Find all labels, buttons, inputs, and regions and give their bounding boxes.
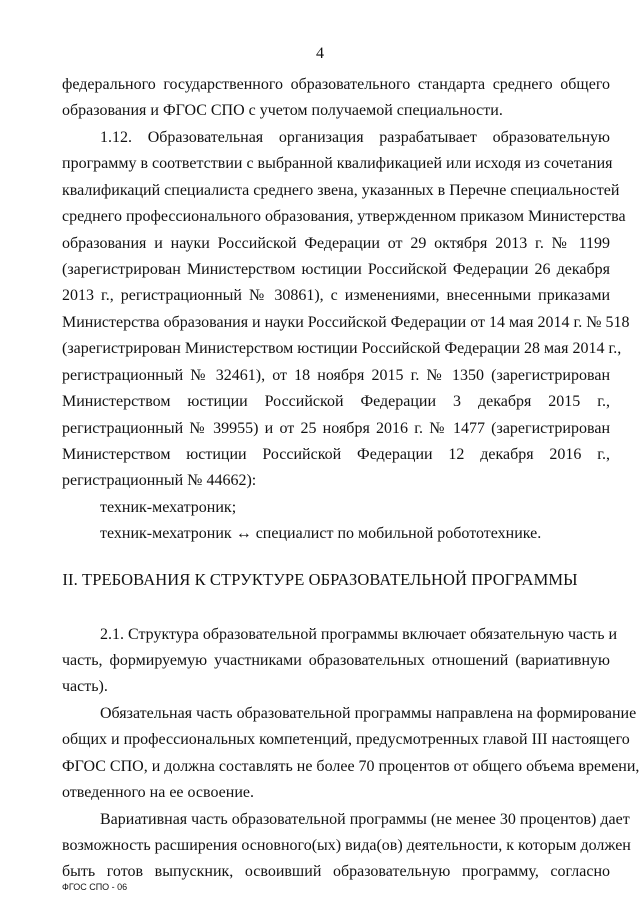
text-line: квалификаций специалиста среднего звена, указанных в Перечне специальностей [62,182,620,199]
text-line: возможность расширения основного(ых) вида(ов) деятельности, к которым должен [62,837,631,854]
text-line: 2013 г., регистрационный № 30861), с изменениями, внесенными приказами [62,287,610,304]
paragraph-first-line: Обязательная часть образовательной программы направлена на формирование [100,705,637,722]
text-line: среднего профессионального образования, утвержденном приказом Министерства [62,208,626,225]
text-line: регистрационный № 32461), от 18 ноября 2015 г. № 1350 (зарегистрирован [62,367,610,384]
text-line: часть, формируемую участниками образовательных отношений (вариативную [62,652,610,669]
text-line: Министерством юстиции Российской Федерации 3 декабря 2015 г., [62,393,610,410]
paragraph-first-line: 1.12. Образовательная организация разрабатывает образовательную [100,129,610,146]
text-line: (зарегистрирован Министерством юстиции Российской Федерации 26 декабря [62,261,610,278]
text-line: Министерства образования и науки Российской Федерации от 14 мая 2014 г. № 518 [62,314,630,331]
text-line: часть). [62,678,108,695]
text-line: быть готов выпускник, освоивший образовательную программу, согласно [62,863,610,880]
text-line: (зарегистрирован Министерством юстиции Российской Федерации 28 мая 2014 г., [62,340,622,357]
list-item: техник-мехатроник ↔ специалист по мобильной робототехнике. [100,525,542,542]
list-item: техник-мехатроник; [100,499,237,516]
section-heading: II. ТРЕБОВАНИЯ К СТРУКТУРЕ ОБРАЗОВАТЕЛЬНОЙ ПРОГРАММЫ [62,570,578,589]
text-line: отведенного на ее освоение. [62,784,254,801]
text-line: регистрационный № 44662): [62,472,257,489]
footer-code: ФГОС СПО - 06 [62,882,128,892]
paragraph-first-line: Вариативная часть образовательной программы (не менее 30 процентов) дает [100,811,630,828]
paragraph-first-line: 2.1. Структура образовательной программы включает обязательную часть и [100,626,618,643]
text-line: общих и профессиональных компетенций, предусмотренных главой III настоящего [62,731,630,748]
text-line: образования и ФГОС СПО с учетом получаемой специальности. [62,102,503,119]
text-line: программу в соответствии с выбранной квалификацией или исходя из сочетания [62,155,613,172]
text-line: Министерством юстиции Российской Федерации 12 декабря 2016 г., [62,446,610,463]
page-number: 4 [316,45,324,62]
text-line: федерального государственного образовательного стандарта среднего общего [62,76,610,93]
text-line: регистрационный № 39955) и от 25 ноября 2016 г. № 1477 (зарегистрирован [62,420,610,437]
text-line: ФГОС СПО, и должна составлять не более 70 процентов от общего объема времени, [62,758,640,775]
text-line: образования и науки Российской Федерации от 29 октября 2013 г. № 1199 [62,235,610,252]
